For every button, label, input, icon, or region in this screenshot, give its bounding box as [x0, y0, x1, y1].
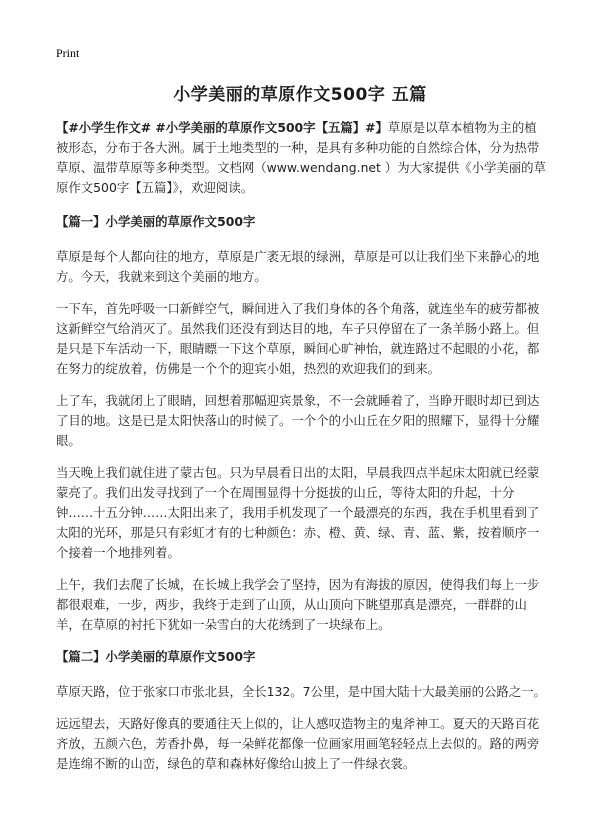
intro-text: 草原是以草本植物为主的植被形态，分布于各大洲。属于土地类型的一种，是具有多种功能的自然综合体，分为热带草原、温带草原等多种类型。文档网（www.wendang.net ）为大家提供《小学美丽的草原作文500字【五篇】》，欢迎阅读。	[56, 120, 546, 195]
section-1-paragraph: 一下车，首先呼吸一口新鲜空气，瞬间进入了我们身体的各个角落，就连坐车的疲劳都被这新鲜空气给消灭了。虽然我们还没有到达目的地，车子只停留在了一条羊肠小路上。但是只是下车活动一下，眼睛瞟一下这个草原，瞬间心旷神怡，就连路过不起眼的小花，都在努力的绽放着，仿佛是一个个的迎宾小姐，热烈的欢迎我们的到来。	[56, 301, 540, 376]
print-link[interactable]: Print	[56, 46, 80, 60]
section-heading-1: 【篇一】小学美丽的草原作文500字	[56, 214, 256, 229]
page-title: 小学美丽的草原作文500字 五篇	[173, 85, 427, 105]
section-2-paragraph: 草原天路，位于张家口市张北县，全长132。7公里，是中国大陆十大最美丽的公路之一。	[56, 684, 546, 699]
intro-paragraph	[56, 118, 548, 198]
section-1-paragraph: 草原是每个人都向往的地方，草原是广袤无垠的绿洲，草原是可以让我们坐下来静心的地方。今天，我就来到这个美丽的地方。	[56, 249, 540, 284]
section-heading-2: 【篇二】小学美丽的草原作文500字	[56, 649, 256, 664]
section-1-paragraph: 上午，我们去爬了长城，在长城上我学会了坚持，因为有海拔的原因，使得我们每上一步都很艰难，一步，两步，我终于走到了山顶，从山顶向下眺望那真是漂亮，一群群的山羊，在草原的衬托下犹如一朵雪白的大花绣到了一块绿布上。	[56, 577, 540, 632]
article-body	[56, 118, 548, 786]
intro-bold-lead: 【#小学生作文# #小学美丽的草原作文500字【五篇】#】	[56, 120, 388, 135]
section-2-paragraph: 远远望去，天路好像真的要通往天上似的，让人感叹造物主的鬼斧神工。夏天的天路百花齐放，五颜六色，芳香扑鼻，每一朵鲜花都像一位画家用画笔轻轻点上去似的。路的两旁是连绵不断的山峦，绿色的草和森林好像给山披上了一件绿衣裳。	[56, 716, 540, 771]
section-1-paragraph: 当天晚上我们就住进了蒙古包。只为早晨看日出的太阳，早晨我四点半起床太阳就已经蒙蒙亮了。我们出发寻找到了一个在周围显得十分挺拔的山丘，等待太阳的升起，十分钟……十五分钟……太阳出来了，我用手机发现了一个最漂亮的东西，我在手机里看到了太阳的光环，那是只有彩虹才有的七种颜色：赤、橙、黄、绿、青、蓝、紫，按着顺序一个接着一个地排列着。	[56, 465, 540, 560]
section-1-paragraph: 上了车，我就闭上了眼睛，回想着那幅迎宾景象，不一会就睡着了，当睁开眼时却已到达了目的地。这是已是太阳快落山的时候了。一个个的小山丘在夕阳的照耀下，显得十分耀眼。	[56, 393, 540, 448]
